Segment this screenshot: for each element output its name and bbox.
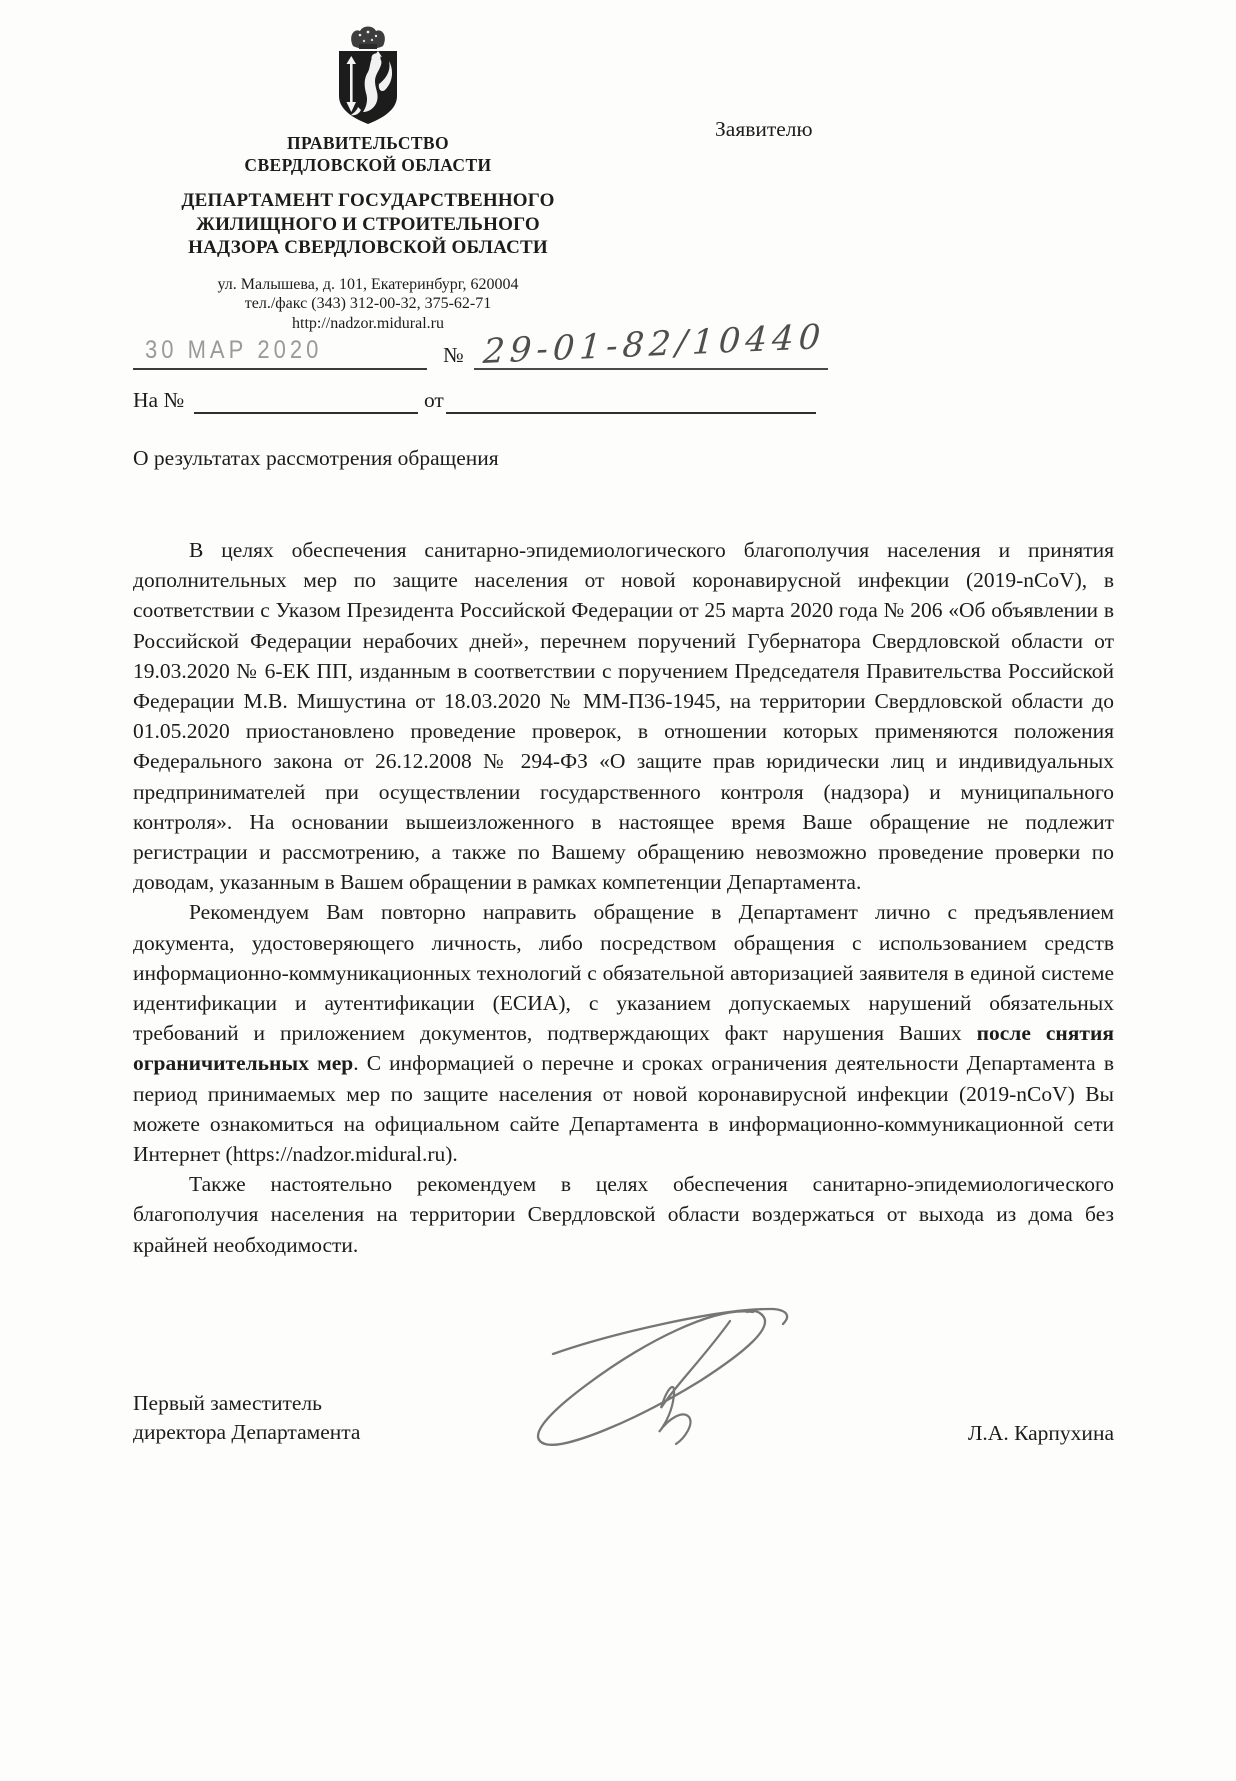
date-field — [133, 318, 427, 370]
number-label: № — [443, 343, 464, 367]
signer-position-line: директора Департамента — [133, 1419, 361, 1444]
department-name-line: НАДЗОРА СВЕРДЛОВСКОЙ ОБЛАСТИ — [188, 237, 548, 258]
body-text-bold: после снятия ограничительных мер — [133, 1021, 1114, 1076]
recipient: Заявителю — [715, 117, 813, 141]
body-text: Рекомендуем Вам повторно направить обращение в Департамент лично с предъявлением документа, удостоверяющего личность, либо посредством обращения с использованием средств информационно-коммуникационных технологий с обязательной авторизацией заявителя в единой системе идентификации и аутентификации (ЕСИА), с указанием допускаемых нарушений обязательных требований и приложением документов, подтверждающих факт нарушения Ваших — [133, 900, 1114, 1046]
department-name-line: ЖИЛИЩНОГО И СТРОИТЕЛЬНОГО — [196, 213, 540, 235]
subject-line: О результатах рассмотрения обращения — [133, 446, 499, 470]
reply-date-blank-field — [446, 376, 816, 414]
department-name — [133, 189, 603, 260]
website-line: http://nadzor.midural.ru — [292, 314, 444, 332]
reference-row-date-number — [133, 318, 828, 370]
signature-scrawl — [515, 1286, 815, 1456]
letterhead — [133, 26, 603, 333]
address-line: ул. Малышева, д. 101, Екатеринбург, 620004 — [217, 275, 519, 293]
reference-row-reply — [133, 378, 828, 414]
body-paragraph: В целях обеспечения санитарно-эпидемиологического благополучия населения и принятия дополнительных мер по защите населения от новой коронавирусной инфекции (2019-nCoV), в соответствии с Указом Президента Российской Федерации от 25 марта 2020 года № 206 «Об объявлении в Российской Федерации нерабочих дней», перечнем поручений Губернатора Свердловской области от 19.03.2020 № 6-ЕК ПП, изданным в соответствии с поручением Председателя Правительства Российской Федерации М.В. Мишустина от 18.03.2020 № ММ-П36-1945, на территории Свердловской области до 01.05.2020 приостановлено проведение проверок, в отношении которых применяются положения Федерального закона от 26.12.2008 № 294-ФЗ «О защите прав юридически лиц и индивидуальных предпринимателей при осуществлении государственного контроля (надзора) и муниципального контроля». На основании вышеизложенного в настоящее время Ваше обращение не подлежит регистрации и рассмотрению, а также по Вашему обращению невозможно проведение проверки по доводам, указанным в Вашем обращении в рамках компетенции Департамента. — [133, 538, 1114, 895]
date-stamp: 30 МАР 2020 — [145, 335, 323, 364]
signer-name: Л.А. Карпухина — [967, 1421, 1114, 1445]
reply-number-blank-field — [194, 376, 418, 414]
body-paragraph — [133, 897, 1114, 1169]
body-paragraph: Также настоятельно рекомендуем в целях обеспечения санитарно-эпидемиологического благополучия населения на территории Свердловской области воздержаться от выхода из дома без крайней необходимости. — [133, 1172, 1114, 1257]
department-name-line: ДЕПАРТАМЕНТ ГОСУДАРСТВЕННОГО — [181, 190, 555, 211]
signer-position-line: Первый заместитель — [133, 1391, 322, 1415]
reply-number-label: На № — [133, 388, 184, 412]
outgoing-number-handwritten: 29-01-82/10440 — [481, 316, 827, 372]
government-name — [133, 133, 603, 176]
phone-line: тел./факс (343) 312-00-32, 375-62-71 — [244, 295, 492, 312]
reference-block — [133, 318, 828, 414]
body-text: . С информацией о перечне и сроках ограничения деятельности Департамента в период принимаемых мер по защите населения от новой коронавирусной инфекции (2019-nCoV) Вы можете ознакомиться на официальном сайте Департамента в информационно-коммуникационной сети Интернет (https://nadzor.midural.ru). — [133, 1051, 1114, 1167]
reply-date-label: от — [423, 388, 444, 412]
sverdlovsk-coat-of-arms-icon — [331, 26, 405, 128]
outgoing-number-field — [474, 316, 828, 370]
letter-body — [133, 535, 1114, 1260]
government-name-line: СВЕРДЛОВСКОЙ ОБЛАСТИ — [244, 154, 492, 175]
signer-position — [133, 1389, 360, 1446]
government-name-line: ПРАВИТЕЛЬСТВО — [286, 133, 450, 153]
